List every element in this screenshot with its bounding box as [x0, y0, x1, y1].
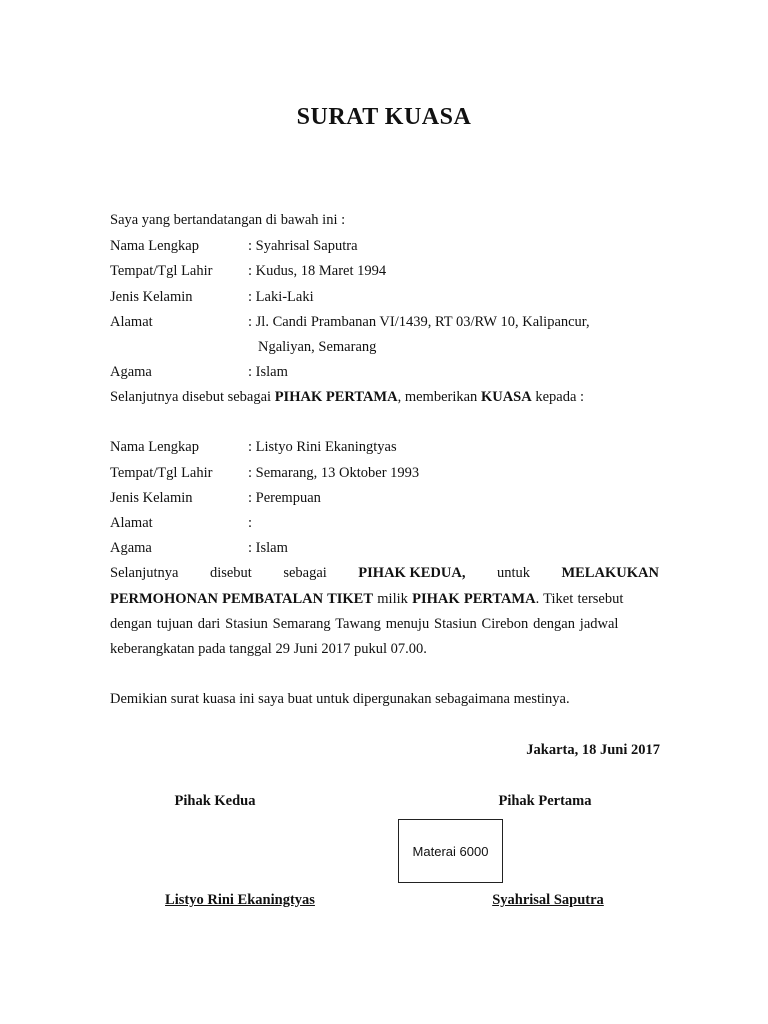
second-birth-value: : Semarang, 13 Oktober 1993 — [248, 465, 420, 481]
word-bold: PIHAK PERTAMA — [412, 591, 536, 607]
first-name-value: : Syahrisal Saputra — [248, 238, 358, 254]
right-role: Pihak Pertama — [498, 793, 592, 809]
statement-line-4: keberangkatan pada tanggal 29 Juni 2017 pukul 07.00. — [110, 641, 427, 657]
first-name-label: Nama Lengkap — [110, 238, 199, 254]
word: . Tiket tersebut — [535, 591, 624, 607]
stamp-label: Materai 6000 — [412, 843, 489, 859]
place-date: Jakarta, 18 Juni 2017 — [526, 742, 660, 758]
right-name-text: Syahrisal Saputra — [492, 892, 604, 908]
first-address-value-line1: : Jl. Candi Prambanan VI/1439, RT 03/RW 10, Kalipancur, — [248, 314, 590, 330]
second-gender-value: : Perempuan — [248, 490, 321, 506]
statement-text: , memberikan — [397, 389, 478, 405]
materai-stamp-box — [398, 819, 503, 883]
first-party-statement — [110, 388, 584, 406]
first-address-label: Alamat — [110, 314, 153, 330]
first-gender-label: Jenis Kelamin — [110, 289, 193, 305]
word-bold: PIHAK KEDUA, — [358, 565, 466, 581]
first-religion-value: : Islam — [248, 364, 288, 380]
word: disebut — [209, 565, 252, 581]
second-address-value: : — [248, 515, 253, 531]
closing-text: Demikian surat kuasa ini saya buat untuk dipergunakan sebagaimana mestinya. — [110, 691, 570, 707]
left-role: Pihak Kedua — [174, 793, 256, 809]
statement-kuasa: KUASA — [480, 389, 532, 405]
second-birth-label: Tempat/Tgl Lahir — [110, 465, 213, 481]
second-name-value: : Listyo Rini Ekaningtyas — [248, 439, 397, 455]
word: untuk — [496, 565, 530, 581]
word: sebagai — [283, 565, 327, 581]
first-birth-value: : Kudus, 18 Maret 1994 — [248, 263, 387, 279]
intro-text: Saya yang bertandatangan di bawah ini : — [110, 212, 346, 228]
first-address-value-line2: Ngaliyan, Semarang — [258, 339, 377, 355]
statement-line-1 — [110, 564, 659, 582]
left-name-text: Listyo Rini Ekaningtyas — [165, 892, 315, 908]
statement-role: PIHAK PERTAMA — [274, 389, 398, 405]
word-bold: PERMOHONAN PEMBATALAN TIKET — [110, 591, 374, 607]
statement-line-2 — [110, 590, 659, 608]
first-religion-label: Agama — [110, 364, 152, 380]
statement-line-3: dengan tujuan dari Stasiun Semarang Tawang menuju Stasiun Cirebon dengan jadwal — [110, 616, 619, 632]
left-signatory-name — [140, 891, 340, 909]
first-gender-value: : Laki-Laki — [248, 289, 314, 305]
document-title: SURAT KUASA — [296, 104, 472, 130]
second-religion-value: : Islam — [248, 540, 288, 556]
second-religion-label: Agama — [110, 540, 152, 556]
statement-text: kepada : — [535, 389, 585, 405]
second-gender-label: Jenis Kelamin — [110, 490, 193, 506]
right-signatory-name — [468, 891, 628, 909]
word: milik — [377, 591, 408, 607]
second-address-label: Alamat — [110, 515, 153, 531]
statement-text: Selanjutnya disebut sebagai — [110, 389, 272, 405]
first-birth-label: Tempat/Tgl Lahir — [110, 263, 213, 279]
word-bold: MELAKUKAN — [561, 565, 659, 581]
word: Selanjutnya — [110, 565, 179, 581]
second-name-label: Nama Lengkap — [110, 439, 199, 455]
